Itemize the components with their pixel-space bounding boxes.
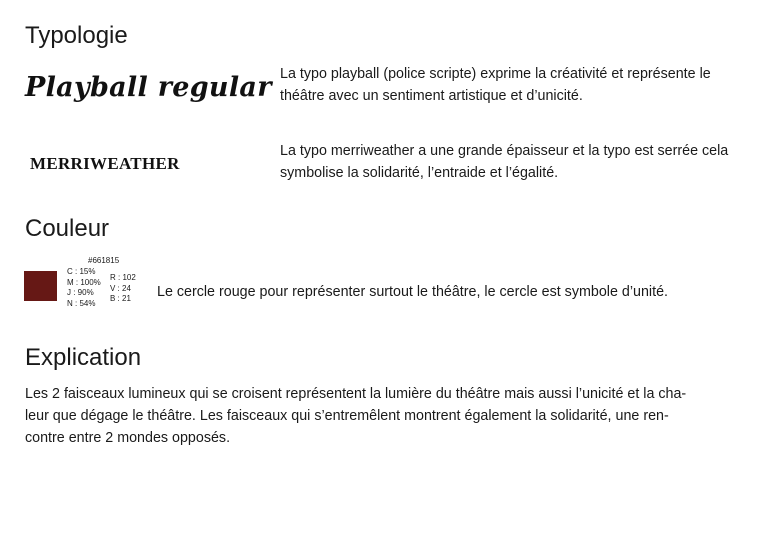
cmyk-n: N : 54%: [67, 298, 96, 308]
explanation-line: Les 2 faisceaux lumineux qui se croisent représentent la lumière du théâtre mais aussi l’unicité et la cha-: [25, 386, 687, 402]
playball-description: La typo playball (police scripte) exprime la créativité et représente le théâtre avec un sentiment artistique et d’unicité.: [280, 66, 711, 104]
color-heading: Couleur: [25, 215, 110, 242]
rgb-r: R : 102: [110, 273, 136, 282]
rgb-v: V : 24: [110, 283, 131, 293]
rgb-b: B : 21: [110, 294, 131, 303]
cmyk-c: C : 15%: [67, 267, 96, 276]
explanation-line: leur que dégage le théâtre. Les faisceaux qui s’entremêlent montrent également la solidarité, une ren-: [25, 408, 669, 424]
typology-heading: Typologie: [25, 22, 128, 49]
rgb-values: [110, 273, 136, 305]
cmyk-values: [67, 267, 101, 309]
cmyk-j: J : 90%: [67, 288, 94, 297]
color-description: Le cercle rouge pour représenter surtout le théâtre, le cercle est symbole d’unité.: [157, 284, 668, 300]
merriweather-description: La typo merriweather a une grande épaisseur et la typo est serrée cela symbolise la solidarité, l’entraide et l’égalité.: [280, 143, 729, 181]
cmyk-m: M : 100%: [67, 277, 101, 287]
explanation-paragraph: [25, 383, 755, 449]
explanation-heading: Explication: [25, 344, 142, 371]
explanation-line: contre entre 2 mondes opposés.: [25, 430, 231, 446]
color-hex-label: #661815: [88, 256, 120, 265]
merriweather-font-sample: MERRIWEATHER: [30, 154, 180, 173]
color-swatch: [24, 271, 57, 301]
playball-font-sample: Playball regular: [25, 72, 272, 103]
